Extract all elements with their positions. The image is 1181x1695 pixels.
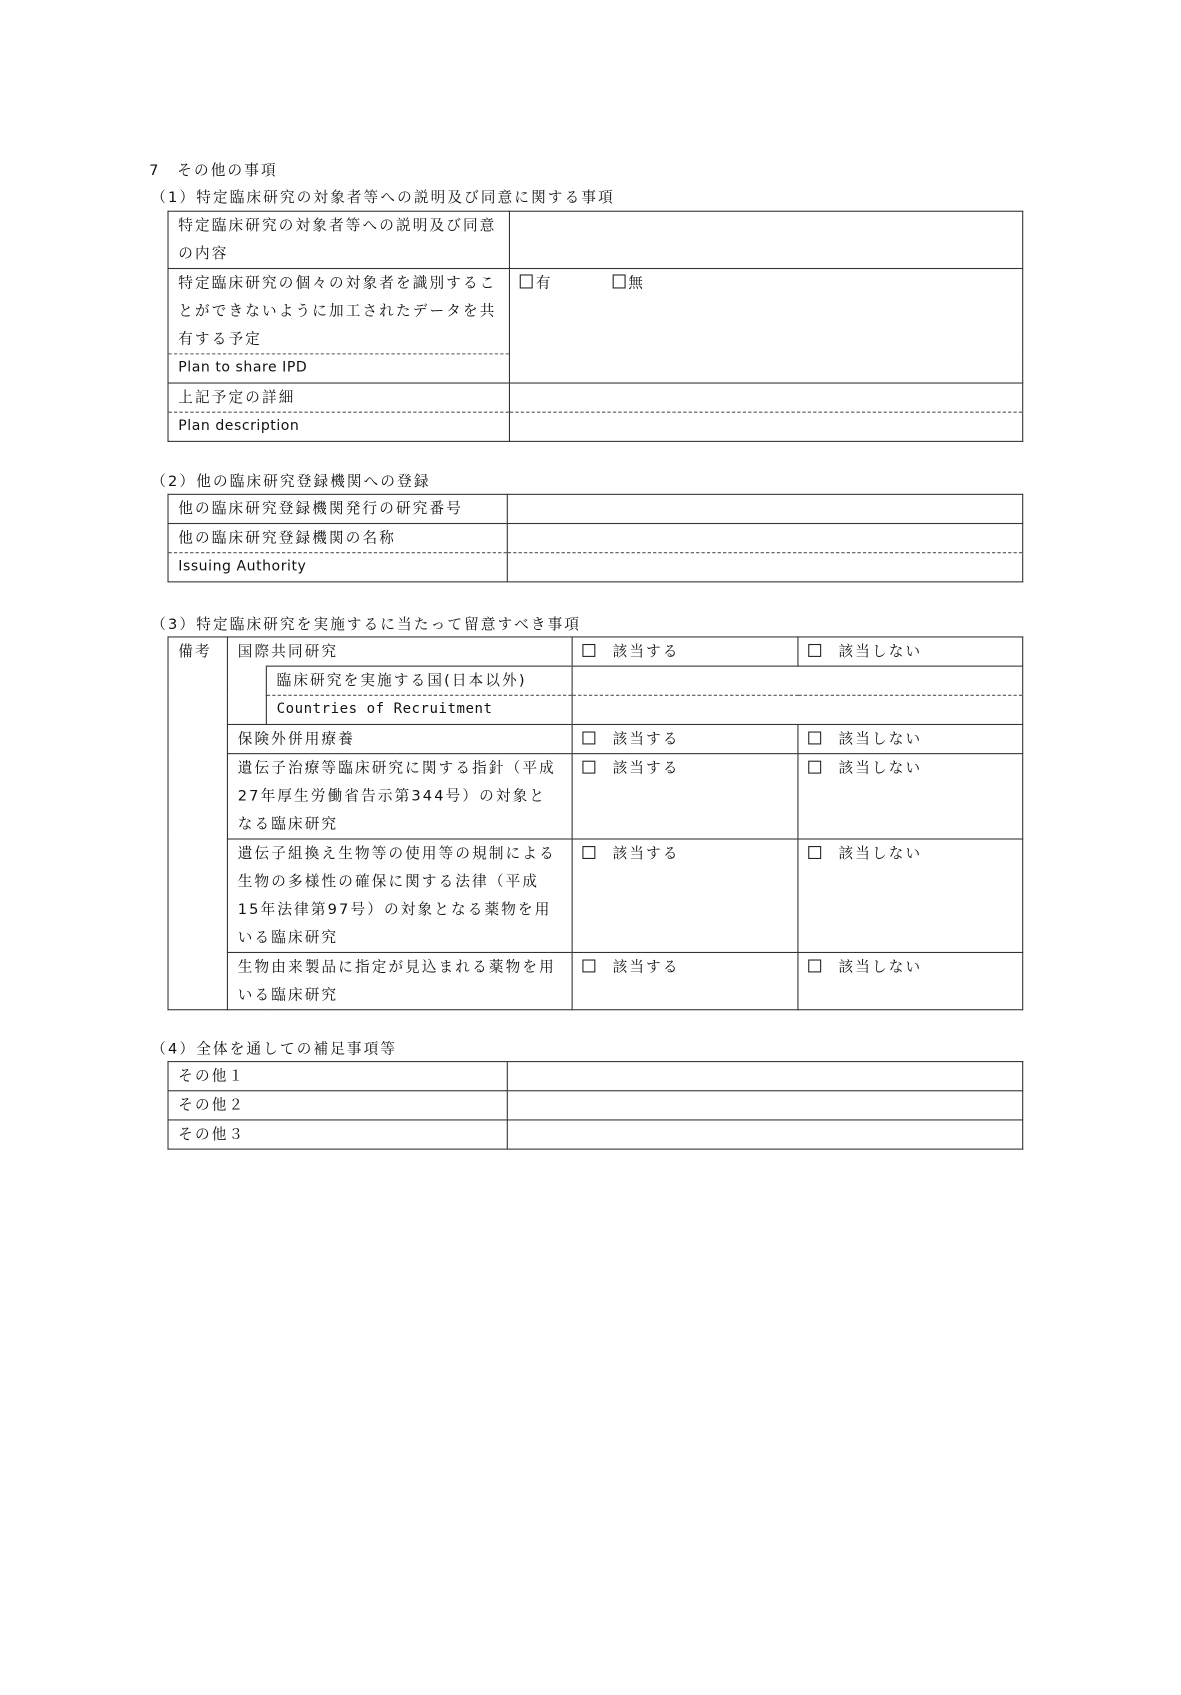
notes-item-label: 遺伝子治療等臨床研究に関する指針（平成27年厚生労働省告示第344号）の対象となる臨床研究 bbox=[227, 754, 572, 839]
ipd-share-label-en: Plan to share IPD bbox=[168, 354, 509, 383]
ipd-share-label: 特定臨床研究の個々の対象者を識別することができないように加工されたデータを共有する予定 bbox=[168, 269, 509, 354]
checkbox-icon bbox=[582, 644, 595, 657]
countries-label: 臨床研究を実施する国(日本以外) bbox=[266, 666, 572, 695]
countries-value[interactable] bbox=[572, 666, 1023, 695]
ipd-share-value bbox=[509, 269, 1022, 384]
plan-description-value[interactable] bbox=[509, 412, 1022, 441]
intl-yes[interactable]: 該当する bbox=[572, 637, 798, 666]
notes-item-label: 生物由来製品に指定が見込まれる薬物を用いる臨床研究 bbox=[227, 952, 572, 1009]
other-3-label: その他３ bbox=[168, 1120, 507, 1149]
other-1-label: その他１ bbox=[168, 1062, 507, 1091]
section-title: 7 その他の事項 bbox=[149, 162, 278, 180]
other-3-value[interactable] bbox=[507, 1120, 1022, 1149]
item-2-no[interactable]: 該当しない bbox=[798, 754, 1023, 839]
registry-table bbox=[167, 494, 1023, 583]
checkbox-icon bbox=[808, 731, 821, 744]
section-4-heading: （4）全体を通しての補足事項等 bbox=[151, 1040, 398, 1058]
checkbox-icon bbox=[582, 959, 595, 972]
other-2-value[interactable] bbox=[507, 1091, 1022, 1120]
item-4-yes[interactable]: 該当する bbox=[572, 952, 798, 1009]
intl-no[interactable]: 該当しない bbox=[798, 637, 1023, 666]
item-4-no[interactable]: 該当しない bbox=[798, 952, 1023, 1009]
checkbox-yes[interactable]: 有 bbox=[520, 274, 553, 291]
checkbox-icon bbox=[808, 846, 821, 859]
notes-item-label: 遺伝子組換え生物等の使用等の規制による生物の多様性の確保に関する法律（平成15年法律第97号）の対象となる薬物を用いる臨床研究 bbox=[227, 839, 572, 952]
item-3-yes[interactable]: 該当する bbox=[572, 839, 798, 952]
other-2-label: その他２ bbox=[168, 1091, 507, 1120]
plan-detail-label: 上記予定の詳細 bbox=[168, 383, 509, 412]
registry-name-value[interactable] bbox=[507, 524, 1022, 553]
section-2-heading: （2）他の臨床研究登録機関への登録 bbox=[151, 473, 431, 491]
countries-label-en: Countries of Recruitment bbox=[266, 695, 572, 724]
checkbox-icon bbox=[808, 644, 821, 657]
item-2-yes[interactable]: 該当する bbox=[572, 754, 798, 839]
item-3-no[interactable]: 該当しない bbox=[798, 839, 1023, 952]
item-1-no[interactable]: 該当しない bbox=[798, 724, 1023, 753]
plan-description-label: Plan description bbox=[168, 412, 509, 441]
consent-table bbox=[167, 211, 1023, 442]
issuing-authority-value[interactable] bbox=[507, 553, 1022, 582]
consent-content-label: 特定臨床研究の対象者等への説明及び同意の内容 bbox=[168, 211, 509, 268]
notes-item-label: 保険外併用療養 bbox=[227, 724, 572, 753]
countries-en-value[interactable] bbox=[572, 695, 1023, 724]
checkbox-icon bbox=[808, 959, 821, 972]
issuing-authority-label: Issuing Authority bbox=[168, 553, 507, 582]
checkbox-icon bbox=[582, 846, 595, 859]
other-1-value[interactable] bbox=[507, 1062, 1022, 1091]
checkbox-icon bbox=[520, 274, 533, 288]
notes-table bbox=[167, 636, 1023, 1010]
registry-id-label: 他の臨床研究登録機関発行の研究番号 bbox=[168, 494, 507, 523]
section-3-heading: （3）特定臨床研究を実施するに当たって留意すべき事項 bbox=[151, 615, 582, 634]
checkbox-icon bbox=[582, 761, 595, 774]
item-1-yes[interactable]: 該当する bbox=[572, 724, 798, 753]
supplement-table bbox=[167, 1061, 1023, 1150]
checkbox-no[interactable]: 無 bbox=[612, 274, 645, 291]
registry-id-value[interactable] bbox=[507, 494, 1022, 523]
registry-name-label: 他の臨床研究登録機関の名称 bbox=[168, 524, 507, 553]
plan-detail-value[interactable] bbox=[509, 383, 1022, 412]
intl-study-label: 国際共同研究 bbox=[227, 637, 572, 666]
section-1-heading: （1）特定臨床研究の対象者等への説明及び同意に関する事項 bbox=[151, 189, 615, 207]
checkbox-icon bbox=[612, 274, 625, 288]
checkbox-icon bbox=[582, 731, 595, 744]
consent-content-value[interactable] bbox=[509, 211, 1022, 268]
checkbox-icon bbox=[808, 761, 821, 774]
remarks-label: 備考 bbox=[168, 637, 227, 1010]
